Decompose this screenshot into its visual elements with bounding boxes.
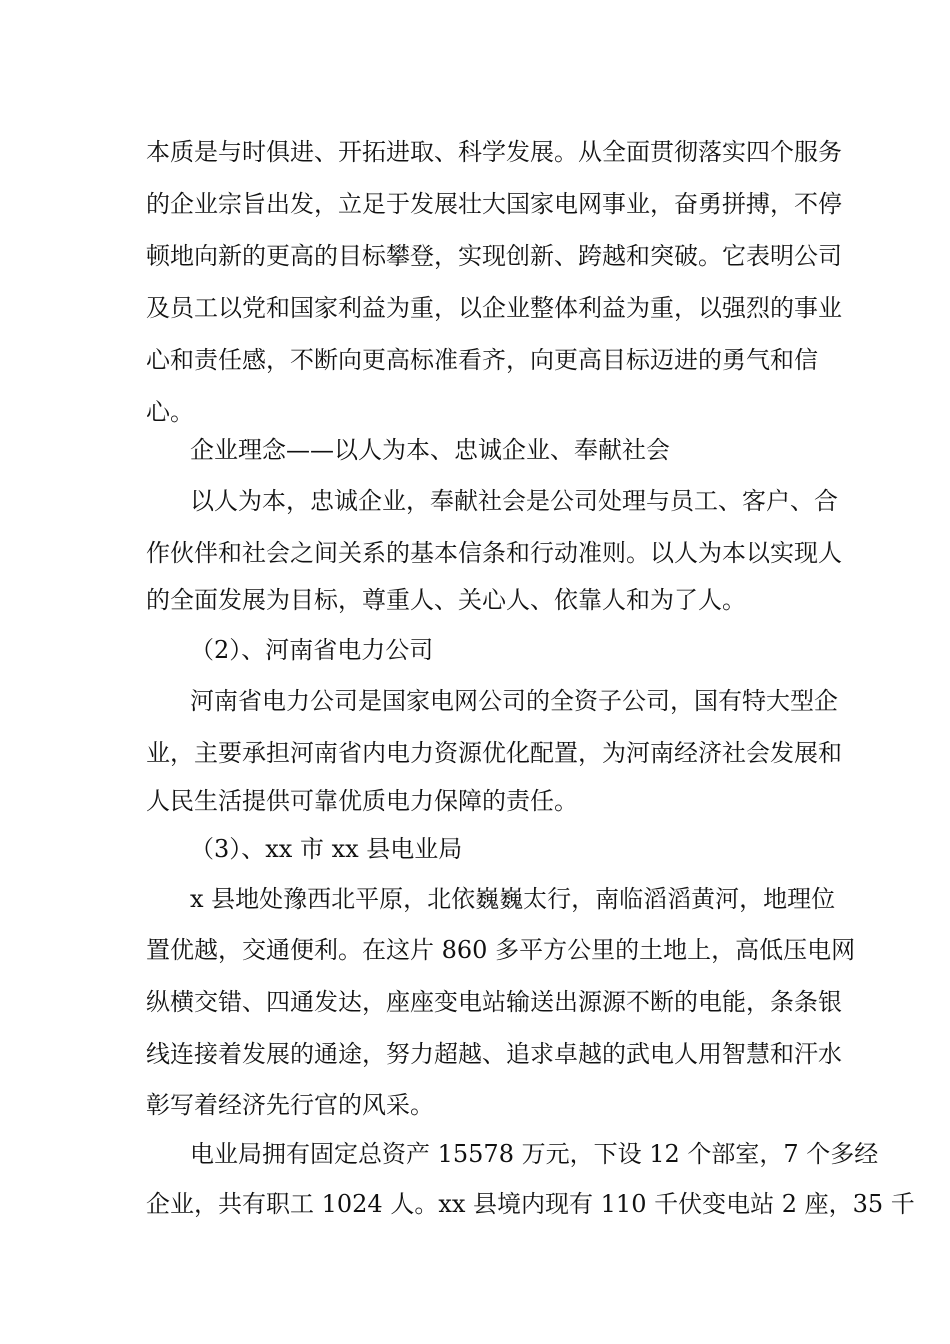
body-text-line: 的全面发展为目标，尊重人、关心人、依靠人和为了人。 [146, 586, 746, 614]
body-text-line: 置优越，交通便利。在这片 860 多平方公里的土地上，高低压电网 [146, 936, 856, 964]
body-text-line: 人民生活提供可靠优质电力保障的责任。 [146, 787, 578, 815]
body-text-line: 以人为本，忠诚企业，奉献社会是公司处理与员工、客户、合 [190, 487, 838, 515]
body-text-line: 心。 [146, 398, 194, 426]
body-text-line: 河南省电力公司是国家电网公司的全资子公司，国有特大型企 [190, 687, 838, 715]
body-text-line: x 县地处豫西北平原，北依巍巍太行，南临滔滔黄河，地理位 [190, 885, 836, 913]
body-text-line: 纵横交错、四通发达，座座变电站输送出源源不断的电能，条条银 [146, 988, 842, 1016]
body-text-line: 顿地向新的更高的目标攀登，实现创新、跨越和突破。它表明公司 [146, 242, 842, 270]
body-text-line: 线连接着发展的通途，努力超越、追求卓越的武电人用智慧和汗水 [146, 1040, 842, 1068]
body-text-line: 业，主要承担河南省内电力资源优化配置，为河南经济社会发展和 [146, 739, 842, 767]
body-text-line: 作伙伴和社会之间关系的基本信条和行动准则。以人为本以实现人 [146, 539, 842, 567]
body-text-line: 的企业宗旨出发，立足于发展壮大国家电网事业，奋勇拼搏，不停 [146, 190, 842, 218]
section-heading-henan-power: （2）、河南省电力公司 [190, 636, 434, 664]
body-text-line: 及员工以党和国家利益为重，以企业整体利益为重，以强烈的事业 [146, 294, 842, 322]
section-heading-enterprise-philosophy: 企业理念——以人为本、忠诚企业、奉献社会 [190, 436, 670, 464]
body-text-line: 企业，共有职工 1024 人。xx 县境内现有 110 千伏变电站 2 座，35 千 [146, 1190, 915, 1218]
section-heading-county-bureau: （3）、xx 市 xx 县电业局 [190, 835, 463, 863]
body-text-line: 彰写着经济先行官的风采。 [146, 1091, 434, 1119]
body-text-line: 电业局拥有固定总资产 15578 万元，下设 12 个部室，7 个多经 [190, 1140, 879, 1168]
body-text-line: 心和责任感，不断向更高标准看齐，向更高目标迈进的勇气和信 [146, 346, 818, 374]
body-text-line: 本质是与时俱进、开拓进取、科学发展。从全面贯彻落实四个服务 [146, 138, 842, 166]
